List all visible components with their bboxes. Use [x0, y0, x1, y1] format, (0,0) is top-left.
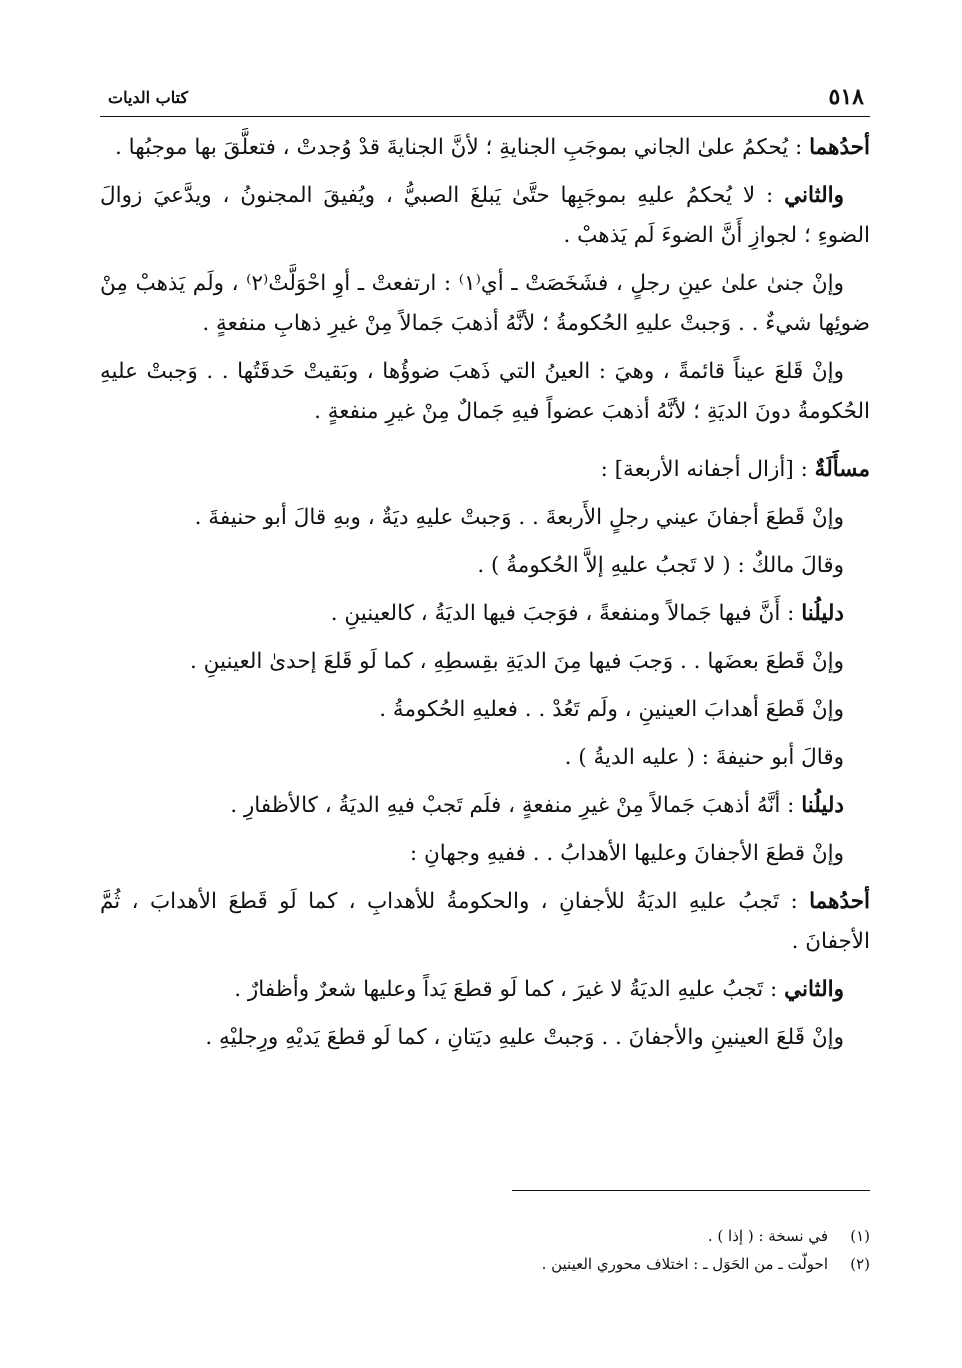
- paragraph: [100, 786, 870, 826]
- paragraph-lead: دليلُنا: [801, 601, 844, 626]
- paragraph-text: وإنْ قَطعَ بعضَها . . وَجبَ فيها مِنَ الديَةِ بقِسطِهِ ، كما لَو قَلعَ إحدىٰ العينينِ .: [190, 649, 844, 674]
- paragraph-text: : أنَّهُ أذهبَ جَمالاً مِنْ غيرِ منفعةٍ ، فلَم تَجبْ فيهِ الديَةُ ، كالأظفارِ .: [230, 793, 802, 818]
- section-label: مسأَلَةٌ: [814, 457, 870, 482]
- paragraph: [100, 176, 870, 256]
- paragraph-text: وإنْ قَطعَ أهدابَ العينينِ ، ولَم تَعُدْ . . فعليهِ الحُكومةُ .: [379, 697, 844, 722]
- paragraph: [100, 546, 870, 586]
- paragraph: [100, 594, 870, 634]
- footnotes: [100, 1222, 870, 1278]
- paragraph-lead: أحدُهما: [809, 135, 870, 160]
- running-header: [100, 82, 870, 116]
- footnote-number: (١): [850, 1227, 870, 1245]
- paragraph: [100, 1018, 870, 1058]
- paragraph-lead: أحدُهما: [809, 889, 870, 914]
- paragraph-text: وإنْ قطعَ الأجفانَ وعليها الأهدابُ . . ففيهِ وجهانِ :: [409, 841, 844, 866]
- paragraph-text: : تَجبُ عليهِ الديَةُ لا غيرَ ، كما لَو قطعَ يَداً وعليها شعرٌ وأظفارٌ .: [234, 977, 785, 1002]
- paragraph: [100, 642, 870, 682]
- paragraph: [100, 970, 870, 1010]
- paragraph: [100, 738, 870, 778]
- paragraph-text: وإنْ قَلعَ العينينِ والأجفانَ . . وَجبتْ عليهِ ديَتانِ ، كما لَو قطعَ يَديْهِ ورِجليْهِ .: [205, 1025, 844, 1050]
- footnote-text: في نسخة : ( إذا ) .: [707, 1227, 828, 1245]
- footnote-divider: [512, 1190, 870, 1191]
- paragraph-lead: والثاني: [784, 977, 844, 1002]
- paragraph-text: : تَجبُ عليهِ الديَةُ للأجفانِ ، والحكومةُ للأهدابِ ، كما لَو قَطعَ الأهدابَ ، ثُمَّ الأجفانَ .: [100, 889, 870, 954]
- paragraph: [100, 352, 870, 432]
- paragraph-text: : يُحكمُ علىٰ الجاني بموجَبِ الجنايةِ ؛ لأنَّ الجنايةَ قدْ وُجدتْ ، فتعلَّقَ بها موجبُها .: [115, 135, 810, 160]
- paragraph: [100, 882, 870, 962]
- paragraph-text: وإنْ قَلعَ عيناً قائمةً ، وهيَ : العينُ التي ذَهبَ ضوؤُها ، وبَقيتْ حَدقَتُها . . وَجبتْ عليهِ الحُكومةُ دونَ الديَةِ ؛ لأنَّهُ أذهبَ عضواً فيهِ جَمالٌ مِنْ غيرِ منفعةٍ .: [100, 359, 870, 424]
- paragraph: [100, 264, 870, 344]
- paragraph: [100, 834, 870, 874]
- footnote-text: احولّت ـ من الحَوَل ـ : اختلاف محوري العينين .: [541, 1255, 828, 1273]
- paragraph-text: : لا يُحكمُ عليهِ بموجَبِها حتَّىٰ يَبلغَ الصبيُّ ، ويُفيقَ المجنونُ ، ويدَّعيَ زوالَ الضوءِ ؛ لجوازِ أَنَّ الضوءَ لَم يَذهبْ .: [100, 183, 870, 248]
- page-number: ٥١٨: [828, 84, 864, 110]
- section-title: : [أزال أجفانه الأربعة] :: [600, 457, 815, 482]
- paragraph: [100, 498, 870, 538]
- paragraph-text: : أَنَّ فيها جَمالاً ومنفعةً ، فوَجبَ فيها الديَةُ ، كالعينينِ .: [330, 601, 802, 626]
- paragraph-text: وإنْ قَطعَ أجفانَ عيني رجلٍ الأَربعةَ . . وَجبتْ عليهِ ديَةٌ ، وبهِ قالَ أبو حنيفةَ .: [194, 505, 844, 530]
- paragraph-text: وقالَ مالكٌ : ( لا تَجبُ عليهِ إلاَّ الحُكومةُ ) .: [477, 553, 844, 578]
- running-title: كتاب الديات: [108, 88, 189, 107]
- footnote: [100, 1222, 870, 1250]
- paragraph-lead: والثاني: [784, 183, 844, 208]
- paragraph: [100, 690, 870, 730]
- footnote-number: (٢): [850, 1255, 870, 1273]
- main-text: [100, 128, 870, 1066]
- section-heading: [100, 450, 870, 490]
- footnote: [100, 1250, 870, 1278]
- paragraph-lead: دليلُنا: [801, 793, 844, 818]
- paragraph-text: وقالَ أبو حنيفةَ : ( عليه الديةُ ) .: [564, 745, 844, 770]
- paragraph: [100, 128, 870, 168]
- header-divider: [100, 116, 870, 117]
- paragraph-text: وإنْ جنىٰ علىٰ عينِ رجلٍ ، فشَخَصَتْ ـ أي⁽١⁾ : ارتفعتْ ـ أوِ احْوَلَّتْ⁽٢⁾ ، ولَم يَذهبْ مِنْ ضوئِها شيءٌ . . وَجبتْ عليهِ الحُكومةُ ؛ لأنَّهُ أذهبَ جَمالاً مِنْ غيرِ ذهابِ منفعةٍ .: [100, 271, 870, 336]
